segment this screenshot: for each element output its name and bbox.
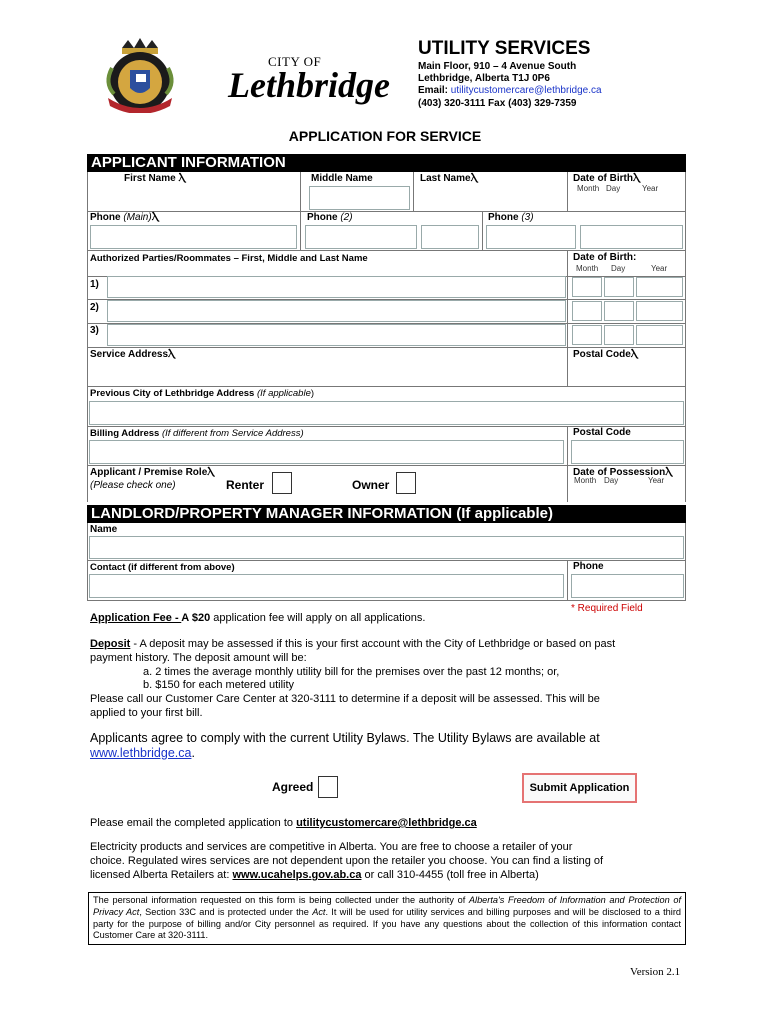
city-name-wordmark: Lethbridge	[228, 65, 390, 105]
phone-3-label: Phone (3)	[488, 212, 534, 223]
application-fee: Application Fee - A $20 application fee will apply on all applications.	[90, 612, 426, 624]
possession-day: Day	[604, 476, 619, 485]
phone-2-ext-input[interactable]	[421, 225, 479, 249]
applicant-section-header: APPLICANT INFORMATION	[87, 154, 686, 172]
version-label: Version 2.1	[630, 966, 681, 978]
phone-2-label: Phone (2)	[307, 212, 353, 223]
deposit-paragraph: Deposit - A deposit may be assessed if this is your first account with the City of Lethbridge or based on past payment history. The deposit amount will be: a. 2 times the average monthly utility bill for the premises over the past 12 months; or, b. $150 for each metered utility Please call our Customer Care Center at 320-3111 to determine if a deposit will be assessed. This will be applied to your first bill.	[90, 638, 616, 719]
party-1-month[interactable]	[572, 277, 602, 297]
phone-main-label: Phone (Main)Ⲗ	[90, 212, 159, 223]
party-row-3-label: 3)	[90, 325, 99, 336]
address-line-2: Lethbridge, Alberta T1J 0P6	[418, 73, 550, 84]
landlord-contact-input[interactable]	[89, 574, 564, 598]
party-3-name-input[interactable]	[107, 324, 566, 346]
phone-3-input[interactable]	[486, 225, 576, 249]
city-of-label: CITY OF	[268, 54, 322, 69]
dob2-month: Month	[576, 264, 599, 273]
last-name-label: Last NameⲖ	[420, 173, 478, 184]
bylaws-agreement: Applicants agree to comply with the current Utility Bylaws. The Utility Bylaws are available at www.lethbridge.ca.	[90, 731, 600, 760]
form-title: APPLICATION FOR SERVICE	[288, 128, 482, 144]
email-label: Email:	[418, 85, 449, 96]
landlord-section-header: LANDLORD/PROPERTY MANAGER INFORMATION (If applicable)	[87, 505, 686, 523]
party-1-day[interactable]	[604, 277, 634, 297]
dob-day: Day	[606, 184, 621, 193]
previous-address-label: Previous City of Lethbridge Address (If applicable)	[90, 388, 315, 399]
phone-main-input[interactable]	[90, 225, 297, 249]
party-1-name-input[interactable]	[107, 276, 566, 298]
premise-role-note: (Please check one)	[90, 480, 176, 491]
address-line-1: Main Floor, 910 – 4 Avenue South	[418, 61, 577, 72]
party-1-year[interactable]	[636, 277, 683, 297]
owner-label: Owner	[352, 478, 390, 492]
billing-address-input[interactable]	[89, 440, 564, 464]
middle-name-input[interactable]	[309, 186, 410, 210]
electricity-paragraph: Electricity products and services are competitive in Alberta. You are free to choose a retailer of your choice. Regulated wires services are not dependent upon the retailer you choose. You can find a listing of licensed Alberta Retailers at: www.ucahelps.gov.ab.ca or call 310-4455 (toll free in Alberta)	[90, 841, 604, 881]
party-2-year[interactable]	[636, 301, 683, 321]
dob2-label: Date of Birth:	[573, 252, 637, 263]
renter-label: Renter	[226, 478, 265, 492]
email-link[interactable]: utilitycustomercare@lethbridge.ca	[450, 85, 602, 96]
dob-label: Date of BirthⲖ	[573, 173, 640, 184]
email-line	[418, 85, 602, 96]
possession-month: Month	[574, 476, 597, 485]
possession-label: Date of PossessionⲖ	[573, 467, 672, 478]
authorized-parties-label: Authorized Parties/Roommates – First, Middle and Last Name	[90, 253, 368, 264]
phone-fax: (403) 320-3111 Fax (403) 329-7359	[418, 98, 577, 109]
submit-application-button[interactable]: Submit Application	[522, 773, 637, 803]
agreed-label: Agreed	[272, 780, 314, 794]
required-field-note: * Required Field	[571, 603, 643, 614]
agreed-checkbox[interactable]	[318, 776, 338, 798]
middle-name-label: Middle Name	[311, 173, 373, 184]
party-row-1-label: 1)	[90, 279, 99, 290]
landlord-contact-label: Contact (if different from above)	[90, 562, 235, 573]
billing-postal-label: Postal Code	[573, 427, 631, 438]
premise-role-label: Applicant / Premise RoleⲖ	[90, 467, 214, 478]
previous-address-input[interactable]	[89, 401, 684, 425]
landlord-phone-label: Phone	[573, 561, 604, 572]
party-2-name-input[interactable]	[107, 300, 566, 322]
owner-checkbox[interactable]	[396, 472, 416, 494]
ucahelps-link[interactable]: www.ucahelps.gov.ab.ca	[232, 869, 362, 881]
service-postal-label: Postal CodeⲖ	[573, 349, 638, 360]
party-2-month[interactable]	[572, 301, 602, 321]
dob-month: Month	[577, 184, 600, 193]
billing-address-label: Billing Address (If different from Service Address)	[90, 428, 304, 439]
billing-postal-input[interactable]	[571, 440, 684, 464]
party-3-day[interactable]	[604, 325, 634, 345]
party-3-month[interactable]	[572, 325, 602, 345]
service-address-label: Service AddressⲖ	[90, 349, 175, 360]
dob2-year: Year	[651, 264, 668, 273]
phone-3-ext-input[interactable]	[580, 225, 683, 249]
dob-year: Year	[642, 184, 659, 193]
landlord-name-label: Name	[90, 524, 118, 535]
party-row-2-label: 2)	[90, 302, 99, 313]
landlord-name-input[interactable]	[89, 536, 684, 559]
email-submit-link[interactable]: utilitycustomercare@lethbridge.ca	[296, 817, 477, 829]
party-2-day[interactable]	[604, 301, 634, 321]
first-name-label: First Name Ⲗ	[124, 173, 185, 184]
renter-checkbox[interactable]	[272, 472, 292, 494]
possession-year: Year	[648, 476, 665, 485]
dob2-day: Day	[611, 264, 626, 273]
lethbridge-link[interactable]: www.lethbridge.ca	[90, 746, 192, 760]
privacy-notice: The personal information requested on this form is being collected under the authority of Alberta's Freedom of Information and Protection of Privacy Act, Section 33C and is protected under the Act. It will be used for utility services and billing purposes and will be disclosed to a third party for the purpose of billing and/or City personnel as required. If you have any questions about the collection of this information contact Customer Care at 320-3111.	[88, 892, 686, 945]
dept-title: UTILITY SERVICES	[418, 38, 591, 59]
city-crest-logo	[100, 38, 180, 113]
landlord-phone-input[interactable]	[571, 574, 684, 598]
service-address-input[interactable]	[90, 362, 564, 385]
phone-2-input[interactable]	[305, 225, 417, 249]
email-instructions: Please email the completed application to utilitycustomercare@lethbridge.ca	[90, 817, 477, 829]
party-3-year[interactable]	[636, 325, 683, 345]
